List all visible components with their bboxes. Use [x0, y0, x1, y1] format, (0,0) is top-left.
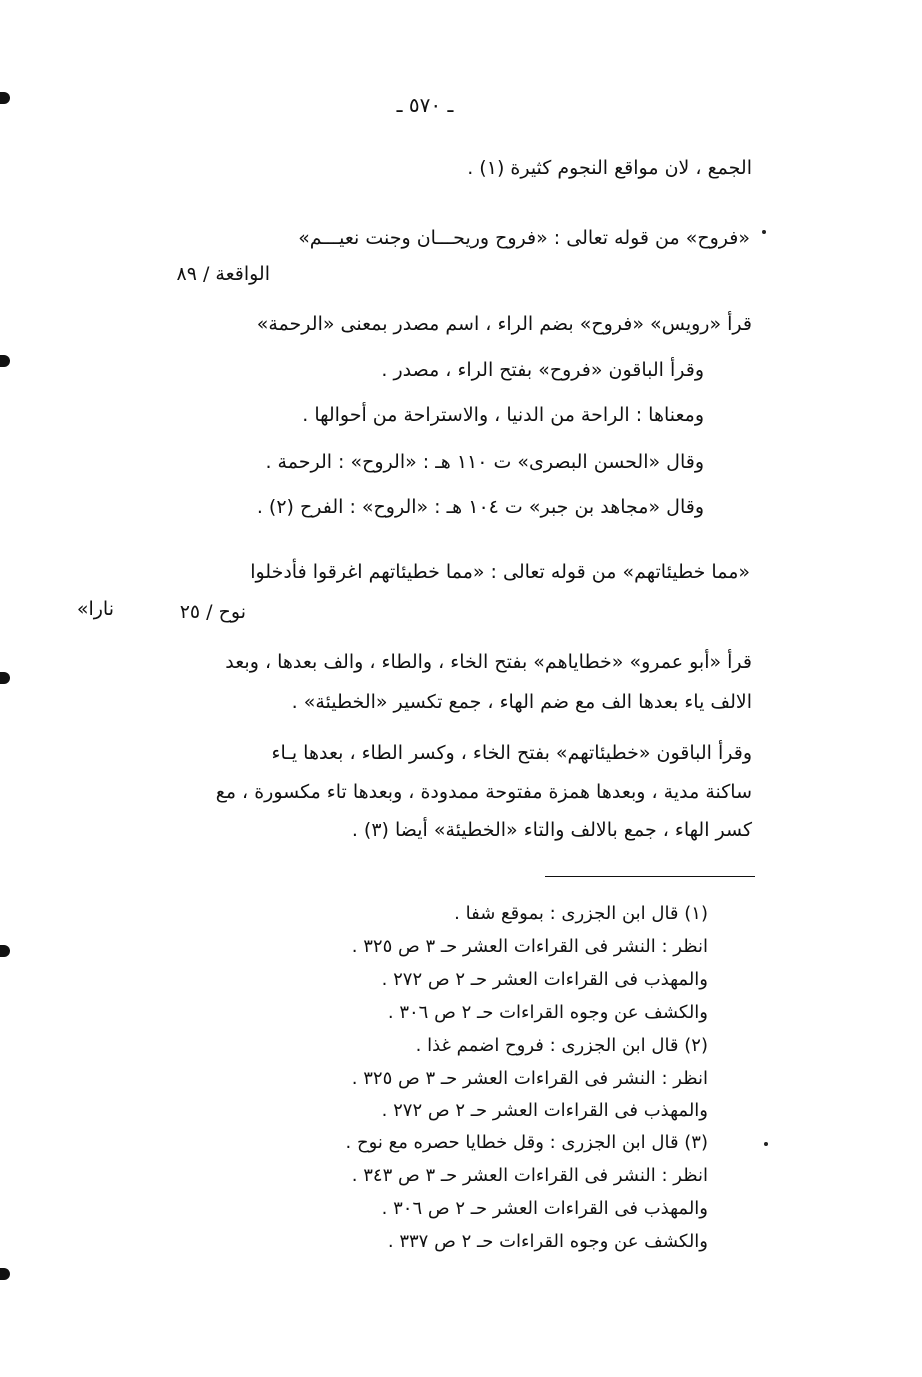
text-line: نارا»: [76, 598, 114, 620]
footnote-line: انظر : النشر فى القراءات العشر حـ ٣ ص ٣٢٥ .: [351, 1068, 708, 1089]
margin-mark: [0, 672, 10, 684]
text-line: قرأ «رويس» «فروح» بضم الراء ، اسم مصدر بمعنى «الرحمة»: [256, 313, 752, 335]
footnote-line: والكشف عن وجوه القراءات حـ ٢ ص ٣٠٦ .: [387, 1002, 708, 1023]
footnote-line: والكشف عن وجوه القراءات حـ ٢ ص ٣٣٧ .: [387, 1231, 708, 1252]
text-line: الجمع ، لان مواقع النجوم كثيرة (١) .: [467, 157, 752, 179]
text-line: وقرأ الباقون «فروح» بفتح الراء ، مصدر .: [381, 359, 704, 381]
bullet-mark: [764, 1142, 768, 1146]
footnote-line: (١) قال ابن الجزرى : بموقع شفا .: [454, 903, 708, 924]
margin-mark: [0, 355, 10, 367]
text-line: نوح / ٢٥: [179, 601, 246, 623]
footnote-line: والمهذب فى القراءات العشر حـ ٢ ص ٢٧٢ .: [381, 969, 708, 990]
text-line: قرأ «أبو عمرو» «خطاياهم» بفتح الخاء ، والطاء ، والف بعدها ، وبعد: [225, 651, 752, 673]
text-line: ساكنة مدية ، وبعدها همزة مفتوحة ممدودة ، وبعدها تاء مكسورة ، مع: [215, 781, 752, 803]
footnote-separator: [545, 876, 755, 877]
footnote-line: انظر : النشر فى القراءات العشر حـ ٣ ص ٣٤٣ .: [351, 1165, 708, 1186]
text-line: الواقعة / ٨٩: [176, 263, 270, 285]
text-line: ومعناها : الراحة من الدنيا ، والاستراحة من أحوالها .: [302, 404, 704, 426]
footnote-line: (٢) قال ابن الجزرى : فروح اضمم غذا .: [415, 1035, 708, 1056]
text-line: «فروح» من قوله تعالى : «فروح وريحـــان وجنت نعيـــم»: [298, 227, 750, 249]
margin-mark: [0, 92, 10, 104]
footnote-line: والمهذب فى القراءات العشر حـ ٢ ص ٣٠٦ .: [381, 1198, 708, 1219]
text-line: الالف ياء بعدها الف مع ضم الهاء ، جمع تكسير «الخطيئة» .: [291, 691, 752, 713]
footnote-line: والمهذب فى القراءات العشر حـ ٢ ص ٢٧٢ .: [381, 1100, 708, 1121]
text-line: وقال «الحسن البصرى» ت ١١٠ هـ : «الروح» : الرحمة .: [265, 451, 704, 473]
margin-mark: [0, 945, 10, 957]
bullet-mark: [762, 230, 766, 234]
margin-mark: [0, 1268, 10, 1280]
footnote-line: (٣) قال ابن الجزرى : وقل خطايا حصره مع نوح .: [345, 1132, 708, 1153]
text-line: «مما خطيئاتهم» من قوله تعالى : «مما خطيئاتهم اغرقوا فأدخلوا: [250, 561, 750, 583]
text-line: كسر الهاء ، جمع بالالف والتاء «الخطيئة» أيضا (٣) .: [351, 819, 752, 841]
page-number: ـ ٥٧٠ ـ: [396, 93, 454, 117]
text-line: وقرأ الباقون «خطيئاتهم» بفتح الخاء ، وكسر الطاء ، بعدها يـاء: [271, 742, 752, 764]
text-line: وقال «مجاهد بن جبر» ت ١٠٤ هـ : «الروح» : الفرح (٢) .: [256, 496, 704, 518]
footnote-line: انظر : النشر فى القراءات العشر حـ ٣ ص ٣٢٥ .: [351, 936, 708, 957]
